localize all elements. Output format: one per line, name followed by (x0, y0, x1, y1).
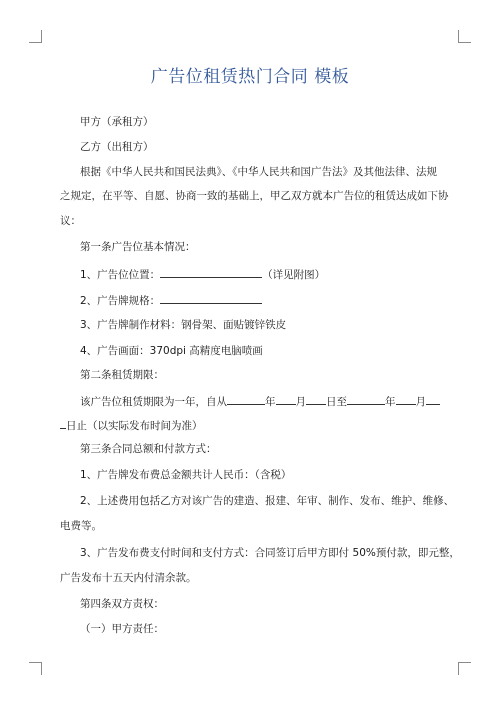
article-2-heading: 第二条租赁期限： (80, 369, 164, 381)
preamble-line-1: 根据《中华人民共和国民法典》、《中华人民共和国广告法》及其他法律、法规 (80, 166, 437, 178)
item-1-suffix: （详见附图） (262, 269, 326, 281)
crop-mark-top-left (29, 30, 42, 43)
crop-mark-bottom-right (458, 662, 471, 675)
start-year-blank (227, 393, 265, 405)
term-text-to: 日至 (326, 396, 347, 408)
article-4-subheading: （一）甲方责任： (80, 623, 164, 635)
payment-line-3a: 3、广告发布费支付时间和支付方式：合同签订后甲方即付 50%预付款，即元整， (80, 547, 460, 559)
payment-line-1: 1、广告牌发布费总金额共计人民币：（含税） (80, 469, 292, 481)
start-month-blank (276, 393, 296, 405)
item-4-line: 4、广告画面：370dpi 高精度电脑喷画 (80, 345, 263, 357)
item-2-prefix: 2、广告牌规格： (80, 295, 161, 307)
document-title: 广告位租赁热门合同 模板 (150, 67, 350, 87)
payment-line-2a: 2、上述费用包括乙方对该广告的建造、报建、年审、制作、发布、维护、维修、 (80, 495, 455, 507)
article-4-heading: 第四条双方责权： (80, 598, 164, 610)
term-text-year-2: 年 (385, 396, 396, 408)
preamble-line-2: 之规定，在平等、自愿、协商一致的基础上，甲乙双方就本广告位的租赁达成如下协 (60, 190, 449, 202)
party-a-line: 甲方（承租方） (80, 116, 154, 128)
crop-mark-top-right (458, 30, 471, 43)
term-text-year-1: 年 (265, 396, 276, 408)
item-2-line (80, 292, 262, 308)
payment-line-2b: 电费等。 (60, 520, 102, 532)
item-1-prefix: 1、广告位位置： (80, 269, 161, 281)
term-text-a: 该广告位租赁期限为一年，自从 (80, 396, 227, 408)
crop-mark-bottom-left (29, 662, 42, 675)
article-1-heading: 第一条广告位基本情况： (80, 241, 196, 253)
party-b-line: 乙方（出租方） (80, 141, 154, 153)
payment-line-3b: 广告发布十五天内付清余款。 (60, 572, 197, 584)
term-text-month-2: 月 (415, 396, 426, 408)
spec-blank (160, 292, 262, 304)
term-text-month-1: 月 (295, 396, 306, 408)
term-line-2 (60, 417, 203, 433)
end-month-blank (396, 393, 416, 405)
end-day-blank-part-1 (426, 393, 440, 405)
location-blank (160, 266, 262, 278)
item-3-line: 3、广告牌制作材料：钢骨架、面贴镀锌铁皮 (80, 319, 287, 331)
preamble-line-3: 议： (60, 215, 81, 227)
start-day-blank (306, 393, 326, 405)
term-text-end: 日止（以实际发布时间为准） (66, 420, 203, 432)
article-3-heading: 第三条合同总额和付款方式： (80, 443, 217, 455)
end-year-blank (347, 393, 385, 405)
term-line-1 (80, 393, 440, 409)
item-1-line (80, 266, 325, 282)
